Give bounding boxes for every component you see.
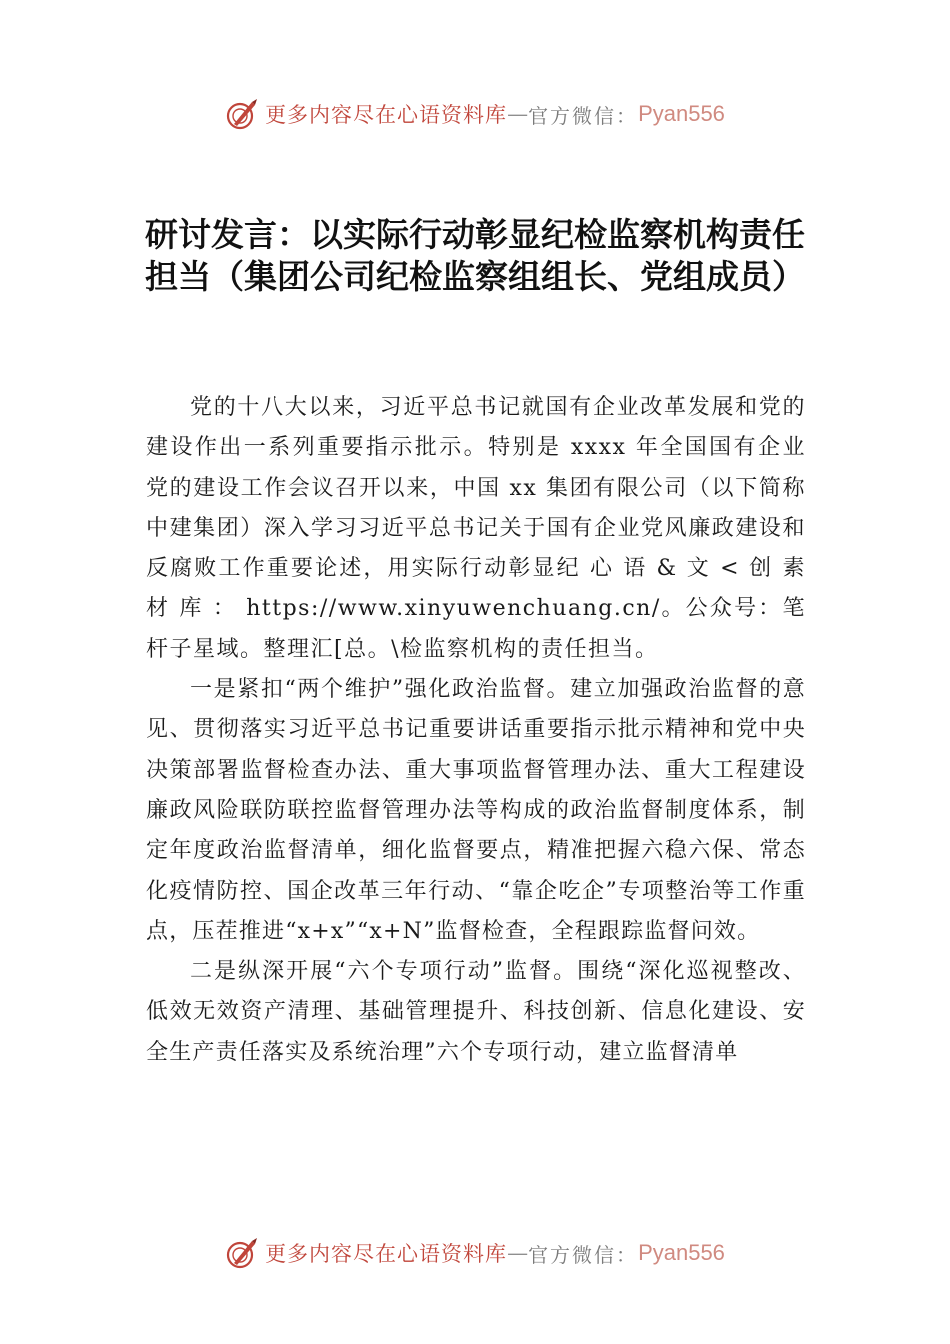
document-title: 研讨发言：以实际行动彰显纪检监察机构责任担当（集团公司纪检监察组组长、党组成员） <box>145 215 805 296</box>
paragraph-political-supervision: 一是紧扣“两个维护”强化政治监督。建立加强政治监督的意见、贯彻落实习近平总书记重要讲话重要指示批示精神和党中央决策部署监督检查办法、重大事项监督管理办法、重大工程建设廉政风险联防联控监督管理办法等构成的政治监督制度体系，制定年度政治监督清单，细化监督要点，精准把握六稳六保、常态化疫情防控、国企改革三年行动、“靠企吃企”专项整治等工作重点，压茬推进“x+x”“x+N”监督检查，全程跟踪监督问效。 <box>146 677 806 944</box>
quill-pen-logo-icon <box>225 1236 259 1270</box>
banner-wechat-id: Pyan556 <box>638 1240 725 1265</box>
paragraph-intro: 党的十八大以来，习近平总书记就国有企业改革发展和党的建设作出一系列重要指示批示。特别是 xxxx 年全国国有企业党的建设工作会议召开以来，中国 xx 集团有限公司（以下简称中建集团）深入学习习近平总书记关于国有企业党风廉政建设和反腐败工作重要论述，用实际行动彰显纪 心 语 & 文 < 创 素 材 库 ： https://www.xinyuwenchuang.cn/。公众号：笔杆子星域。整理汇[总。\检监察机构的责任担当。 <box>146 395 806 662</box>
banner-slogan: 更多内容尽在心语资料库 <box>265 103 508 127</box>
quill-pen-logo-icon <box>225 97 259 131</box>
footer-banner <box>0 1233 950 1273</box>
banner-slogan: 更多内容尽在心语资料库 <box>265 1242 508 1266</box>
banner-wechat-id: Pyan556 <box>638 101 725 126</box>
banner-separator: — <box>507 1241 529 1265</box>
document-body <box>146 388 806 1073</box>
banner-wechat-label: 官方微信： <box>528 1242 639 1267</box>
header-banner <box>0 94 950 134</box>
banner-separator: — <box>507 102 529 126</box>
banner-wechat-label: 官方微信： <box>528 103 639 128</box>
paragraph-special-actions: 二是纵深开展“六个专项行动”监督。围绕“深化巡视整改、低效无效资产清理、基础管理提升、科技创新、信息化建设、安全生产责任落实及系统治理”六个专项行动，建立监督清单 <box>146 959 806 1065</box>
